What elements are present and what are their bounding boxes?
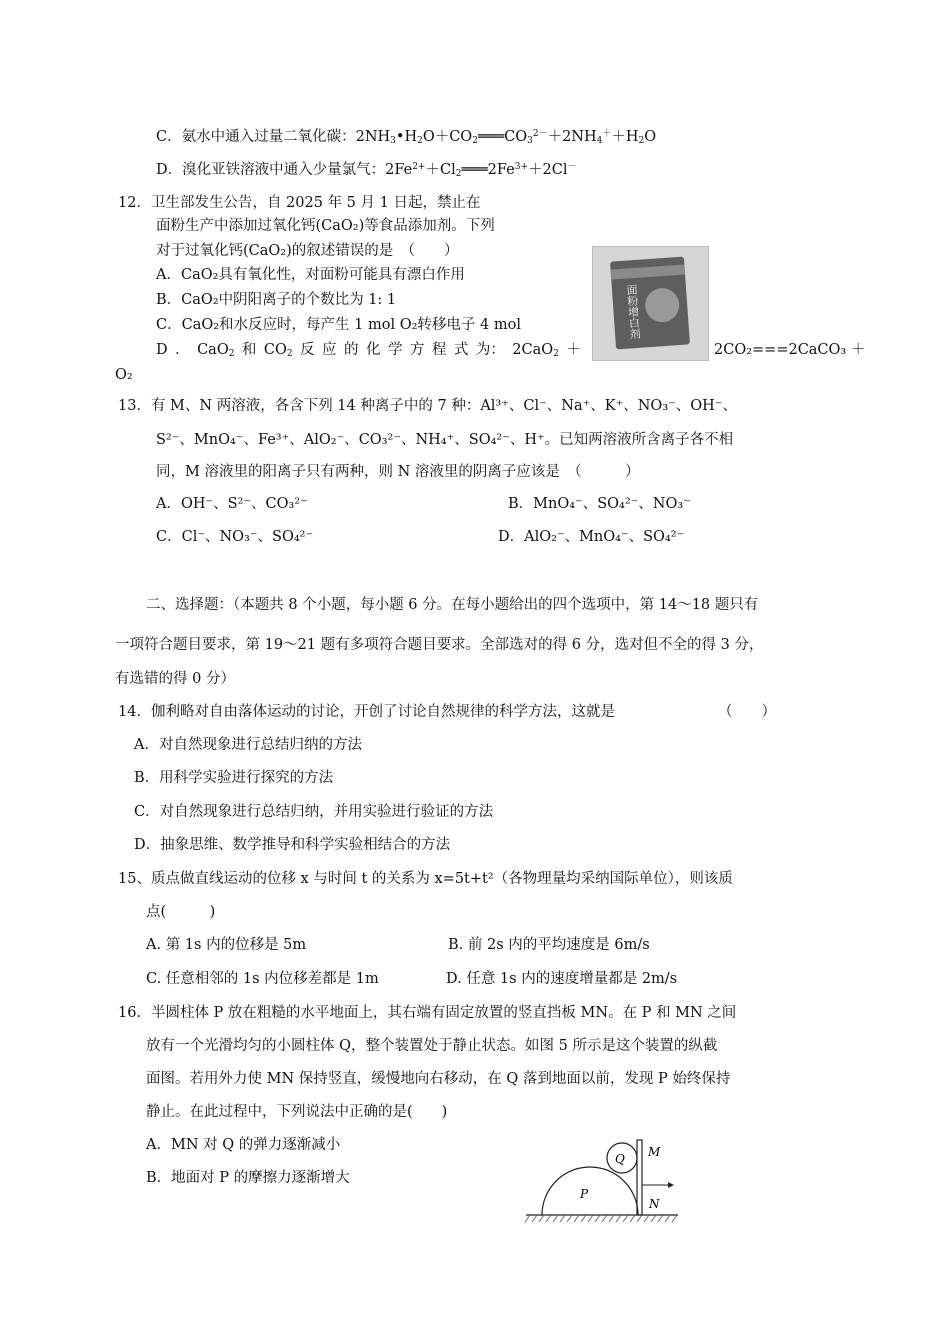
q11-option-d: D．溴化亚铁溶液中通入少量氯气：$2Fe^{2+}+Cl_2═══2Fe^{3+}+2Cl^-$ bbox=[156, 162, 577, 179]
section2-line2: 一项符合题目要求，第 19～21 题有多项符合题目要求。全部选对的得 6 分，选对但不全的得 3 分， bbox=[115, 637, 764, 653]
q14-option-d: D．抽象思维、数学推导和科学实验相结合的方法 bbox=[134, 837, 451, 853]
board-mn bbox=[637, 1140, 642, 1215]
ground-hatching bbox=[525, 1215, 677, 1222]
flour-bag-photo bbox=[592, 246, 709, 361]
section2-line1: 二、选择题：（本题共 8 个小题，每小题 6 分。在每小题给出的四个选项中，第 14～18 题只有 bbox=[146, 597, 759, 613]
q14-option-b: B．用科学实验进行探究的方法 bbox=[134, 770, 334, 786]
flour-bag-icon: 面粉增白剂 bbox=[610, 257, 690, 350]
q15-option-d: D. 任意 1s 内的速度增量都是 2m/s bbox=[446, 971, 678, 987]
q14-stem: 14．伽利略对自由落体运动的讨论，开创了讨论自然规律的科学方法，这就是 bbox=[118, 704, 615, 720]
q16-option-b: B．地面对 P 的摩擦力逐渐增大 bbox=[146, 1170, 350, 1186]
label-q: Q bbox=[615, 1152, 625, 1166]
q16-option-a: A．MN 对 Q 的弹力逐渐减小 bbox=[146, 1137, 341, 1153]
q14-option-c: C．对自然现象进行总结归纳，并用实验进行验证的方法 bbox=[134, 804, 494, 820]
q12-option-d-right: 2CO₂===2CaCO₃ ＋ bbox=[714, 342, 866, 358]
semicylinder-p bbox=[542, 1167, 638, 1215]
q12-option-b: B．CaO₂中阴阳离子的个数比为 1: 1 bbox=[156, 292, 397, 308]
section2-line3: 有选错的得 0 分） bbox=[115, 671, 235, 687]
q13-option-c: C．Cl⁻、NO₃⁻、SO₄²⁻ bbox=[156, 529, 314, 545]
q14-option-a: A．对自然现象进行总结归纳的方法 bbox=[134, 737, 362, 753]
q16-stem-line2: 放有一个光滑均匀的小圆柱体 Q，整个装置处于静止状态。如图 5 所示是这个装置的纵截 bbox=[146, 1038, 718, 1054]
q16-stem-line4: 静止。在此过程中，下列说法中正确的是( ) bbox=[146, 1104, 448, 1120]
q15-option-c: C. 任意相邻的 1s 内位移差都是 1m bbox=[146, 971, 379, 987]
q15-option-a: A. 第 1s 内的位移是 5m bbox=[146, 937, 307, 953]
q13-stem-line1: 13．有 M、N 两溶液，各含下列 14 种离子中的 7 种：Al³⁺、Cl⁻、Na⁺、K⁺、NO₃⁻、OH⁻、 bbox=[118, 398, 737, 414]
q12-option-a: A．CaO₂具有氧化性，对面粉可能具有漂白作用 bbox=[156, 267, 465, 283]
q15-option-b: B. 前 2s 内的平均速度是 6m/s bbox=[448, 937, 650, 953]
q12-stem-line2: 面粉生产中添加过氧化钙(CaO₂)等食品添加剂。下列 bbox=[156, 218, 495, 234]
q13-stem-line2: S²⁻、MnO₄⁻、Fe³⁺、AlO₂⁻、CO₃²⁻、NH₄⁺、SO₄²⁻、H⁺。已知两溶液所含离子各不相 bbox=[156, 432, 734, 448]
q12-option-c: C．CaO₂和水反应时，每产生 1 mol O₂转移电子 4 mol bbox=[156, 317, 521, 333]
label-m: M bbox=[648, 1145, 661, 1159]
label-p: P bbox=[580, 1187, 589, 1201]
push-arrowhead bbox=[668, 1182, 674, 1188]
q16-figure bbox=[522, 1136, 682, 1228]
q11-option-d-formula: $2Fe^{2+}+Cl_2═══2Fe^{3+}+2Cl^-$ bbox=[385, 162, 577, 179]
q12-option-d-tail: O₂ bbox=[115, 367, 133, 383]
q16-stem-line3: 面图。若用外力使 MN 保持竖直，缓慢地向右移动，在 Q 落到地面以前，发现 P 始终保持 bbox=[146, 1071, 731, 1087]
q12-stem-line1: 12．卫生部发生公告，自 2025 年 5 月 1 日起，禁止在 bbox=[118, 195, 481, 211]
q13-option-b: B．MnO₄⁻、SO₄²⁻、NO₃⁻ bbox=[508, 496, 691, 512]
q13-option-a: A．OH⁻、S²⁻、CO₃²⁻ bbox=[156, 496, 308, 512]
q12-option-d-left: D ． CaO$_2$ 和 $CO_2$ 反 应 的 化 学 方 程 式 为： 2CaO$_2$ ＋ bbox=[156, 342, 581, 359]
q11-option-c-formula: $2NH_3•H_2O+CO_2═══CO_3^{2-}+2NH_4^++H_2O$ bbox=[355, 129, 657, 146]
q12-stem-line3: 对于过氧化钙(CaO₂)的叙述错误的是 （ ） bbox=[156, 243, 459, 259]
q16-stem-line1: 16．半圆柱体 P 放在粗糙的水平地面上，其右端有固定放置的竖直挡板 MN。在 P 和 MN 之间 bbox=[118, 1005, 737, 1021]
q14-answer-blank: （ ） bbox=[718, 704, 776, 720]
q13-stem-line3: 同，M 溶液里的阳离子只有两种，则 N 溶液里的阴离子应该是 （ ） bbox=[156, 464, 640, 480]
label-n: N bbox=[649, 1197, 660, 1211]
q15-stem-line1: 15、质点做直线运动的位移 x 与时间 t 的关系为 x=5t+t²（各物理量均采纳国际单位），则该质 bbox=[118, 871, 733, 887]
q15-stem-line2: 点( ) bbox=[146, 904, 216, 920]
q13-option-d: D．AlO₂⁻、MnO₄⁻、SO₄²⁻ bbox=[498, 529, 685, 545]
q11-option-c: C．氨水中通入过量二氧化碳：$2NH_3•H_2O+CO_2═══CO_3^{2-}+2NH_4^++H_2O$ bbox=[156, 129, 657, 146]
